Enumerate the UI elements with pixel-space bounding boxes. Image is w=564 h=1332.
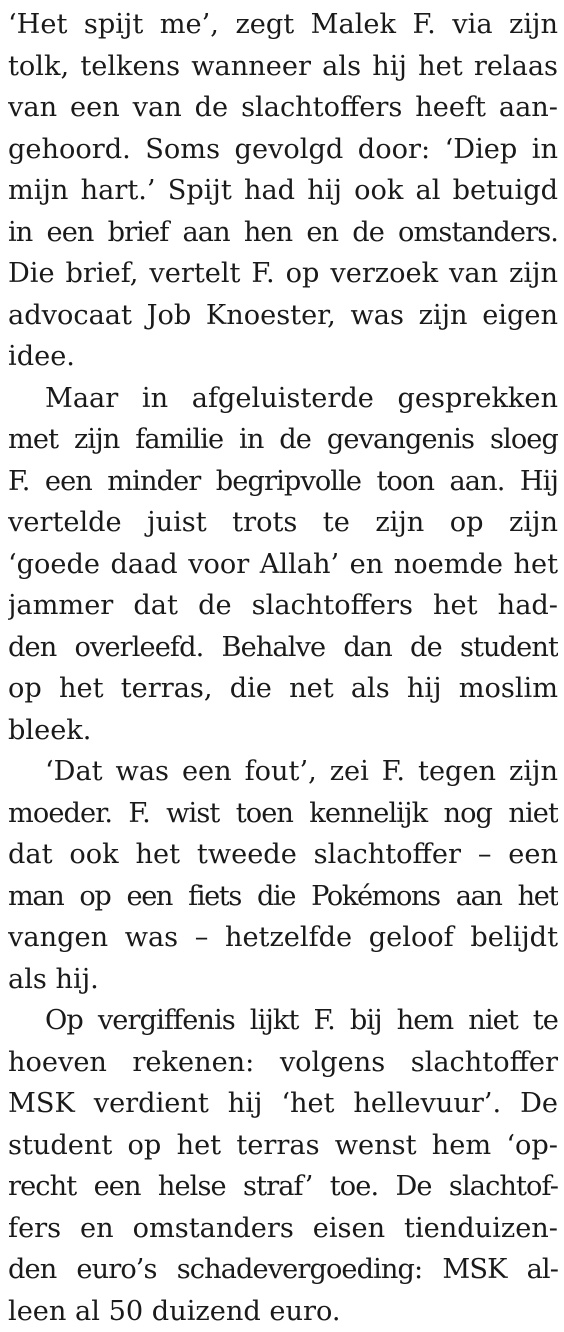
text-line: vangen was – hetzelfde geloof belijdt (8, 917, 558, 959)
text-line: fers en omstanders eisen tienduizen- (8, 1208, 558, 1250)
text-line: leen al 50 duizend euro. (8, 1291, 558, 1332)
text-line: jammer dat de slachtoffers het had- (8, 585, 558, 627)
text-line: op het terras, die net als hij moslim (8, 668, 558, 710)
text-line: dat ook het tweede slachtoffer – een (8, 834, 558, 876)
text-line: Op vergiffenis lijkt F. bij hem niet te (8, 1000, 558, 1042)
text-line: den euro’s schadevergoeding: MSK al- (8, 1249, 558, 1291)
text-line: van een van de slachtoffers heeft aan- (8, 87, 558, 129)
text-line: MSK verdient hij ‘het hellevuur’. De (8, 1083, 558, 1125)
text-line: man op een fiets die Pokémons aan het (8, 876, 558, 918)
text-line: tolk, telkens wanneer als hij het relaas (8, 46, 558, 88)
article-body (8, 4, 558, 1332)
text-line: bleek. (8, 710, 558, 752)
text-line: met zijn familie in de gevangenis sloeg (8, 419, 558, 461)
text-line: Die brief, vertelt F. op verzoek van zijn (8, 253, 558, 295)
text-line: F. een minder begripvolle toon aan. Hij (8, 461, 558, 503)
text-line: ‘Het spijt me’, zegt Malek F. via zijn (8, 4, 558, 46)
text-line: idee. (8, 336, 558, 378)
paragraph-3 (8, 751, 558, 1000)
text-line: den overleefd. Behalve dan de student (8, 627, 558, 669)
paragraph-1 (8, 4, 558, 378)
text-line: vertelde juist trots te zijn op zijn (8, 502, 558, 544)
text-line: hoeven rekenen: volgens slachtoffer (8, 1042, 558, 1084)
text-line: als hij. (8, 959, 558, 1001)
text-line: Maar in afgeluisterde gesprekken (8, 378, 558, 420)
text-line: ‘Dat was een fout’, zei F. tegen zijn (8, 751, 558, 793)
text-line: recht een helse straf’ toe. De slachtof- (8, 1166, 558, 1208)
text-line: ‘goede daad voor Allah’ en noemde het (8, 544, 558, 586)
text-line: moeder. F. wist toen kennelijk nog niet (8, 793, 558, 835)
text-line: mijn hart.’ Spijt had hij ook al betuigd (8, 170, 558, 212)
text-line: advocaat Job Knoester, was zijn eigen (8, 295, 558, 337)
text-line: gehoord. Soms gevolgd door: ‘Diep in (8, 129, 558, 171)
paragraph-4 (8, 1000, 558, 1332)
text-line: in een brief aan hen en de omstanders. (8, 212, 558, 254)
text-line: student op het terras wenst hem ‘op- (8, 1125, 558, 1167)
paragraph-2 (8, 378, 558, 752)
